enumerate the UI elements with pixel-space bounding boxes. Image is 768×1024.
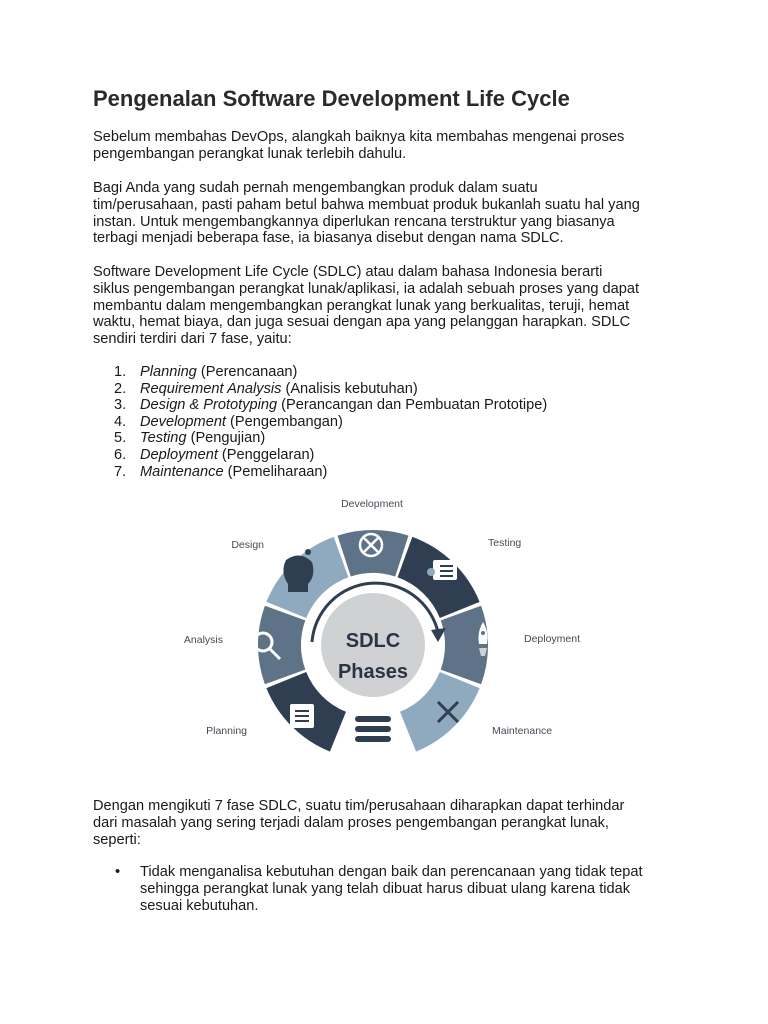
problem-list (93, 864, 643, 916)
list-number: 4. (114, 413, 127, 430)
label-design: Design (231, 539, 264, 551)
phase-item (93, 464, 547, 481)
list-item (93, 864, 643, 916)
paragraph-intro (93, 129, 624, 163)
phase-term: Testing (140, 430, 187, 447)
phase-desc: (Analisis kebutuhan) (281, 380, 418, 397)
list-number: 5. (114, 430, 127, 447)
paragraph-sdlc-definition (93, 264, 639, 348)
page-title: Pengenalan Software Development Life Cycle (93, 86, 570, 111)
label-analysis: Analysis (183, 634, 223, 646)
phase-desc: (Perencanaan) (196, 364, 298, 380)
text-line: pengembangan perangkat lunak terlebih dahulu. (93, 145, 407, 162)
bulb-base-line (355, 726, 391, 732)
text-line: membantu dalam mengembangkan perangkat lunak yang berkualitas, teruji, hemat (93, 297, 630, 314)
text-line: sehingga perangkat lunak yang telah dibuat harus dibuat ulang karena tidak (140, 881, 631, 898)
text-line: Sebelum membahas DevOps, alangkah baiknya kita membahas mengenai proses (93, 129, 625, 145)
text-line: tim/perusahaan, pasti paham betul bahwa membuat produk bukanlah suatu hal yang (93, 196, 640, 213)
bulb-base-line (355, 736, 391, 742)
text-line: seperti: (93, 831, 141, 848)
document-list-icon (290, 704, 314, 728)
text-line: waktu, hemat biaya, dan juga sesuai dengan apa yang pelanggan harapkan. SDLC (93, 314, 631, 331)
phase-term: Deployment (140, 446, 218, 463)
bullet-icon: • (115, 864, 121, 880)
phase-item (93, 414, 547, 431)
arrowhead-icon (431, 628, 446, 642)
center-title-line1: SDLC (345, 630, 401, 652)
segment-development (338, 530, 409, 577)
phase-desc: (Perancangan dan Pembuatan Prototipe) (277, 397, 548, 414)
phase-list (93, 364, 547, 480)
phase-term: Maintenance (140, 463, 224, 480)
text-line: terbagi menjadi beberapa fase, ia biasanya disebut dengan nama SDLC. (93, 230, 564, 247)
paragraph-benefits (93, 798, 624, 848)
phase-item (93, 397, 547, 414)
phase-item (93, 364, 547, 381)
text-line: siklus pengembangan perangkat lunak/aplikasi, ia adalah sebuah proses yang dapat (93, 280, 640, 297)
text-line: Bagi Anda yang sudah pernah mengembangkan produk dalam suatu (93, 180, 538, 196)
phase-item (93, 447, 547, 464)
text-line: sesuai kebutuhan. (140, 898, 259, 915)
sdlc-diagram (160, 490, 600, 770)
list-number: 2. (114, 380, 127, 397)
label-planning: Planning (206, 725, 247, 737)
phase-term: Planning (140, 364, 197, 380)
phase-term: Design & Prototyping (140, 397, 278, 414)
list-number: 1. (114, 364, 127, 380)
segment-analysis (258, 606, 305, 685)
text-line: instan. Untuk mengembangkannya diperlukan rencana terstruktur yang biasanya (93, 213, 615, 230)
label-testing: Testing (488, 537, 522, 549)
bulb-base-line (355, 716, 391, 722)
center-title-line2: Phases (337, 661, 409, 683)
phase-item (93, 381, 547, 398)
phase-term: Requirement Analysis (140, 380, 282, 397)
text-line: sendiri terdiri dari 7 fase, yaitu: (93, 331, 292, 348)
phase-item (93, 430, 547, 447)
phase-desc: (Penggelaran) (217, 446, 315, 463)
segment-deployment (441, 606, 488, 685)
text-line: Tidak menganalisa kebutuhan dengan baik dan perencanaan yang tidak tepat (140, 864, 643, 880)
phase-desc: (Pemeliharaan) (223, 463, 328, 480)
list-number: 6. (114, 446, 127, 463)
label-maintenance: Maintenance (492, 725, 553, 737)
label-deployment: Deployment (524, 633, 581, 645)
phase-term: Development (140, 413, 226, 430)
text-line: Software Development Life Cycle (SDLC) atau dalam bahasa Indonesia berarti (93, 264, 603, 280)
segment-maintenance (400, 672, 480, 752)
text-line: Dengan mengikuti 7 fase SDLC, suatu tim/perusahaan diharapkan dapat terhindar (93, 798, 625, 814)
list-number: 3. (114, 397, 127, 414)
phase-desc: (Pengujian) (186, 430, 266, 447)
phase-desc: (Pengembangan) (226, 413, 343, 430)
text-line: dari masalah yang sering terjadi dalam proses pengembangan perangkat lunak, (93, 814, 609, 831)
list-number: 7. (114, 463, 127, 480)
paragraph-context (93, 180, 640, 247)
label-development: Development (341, 498, 403, 510)
